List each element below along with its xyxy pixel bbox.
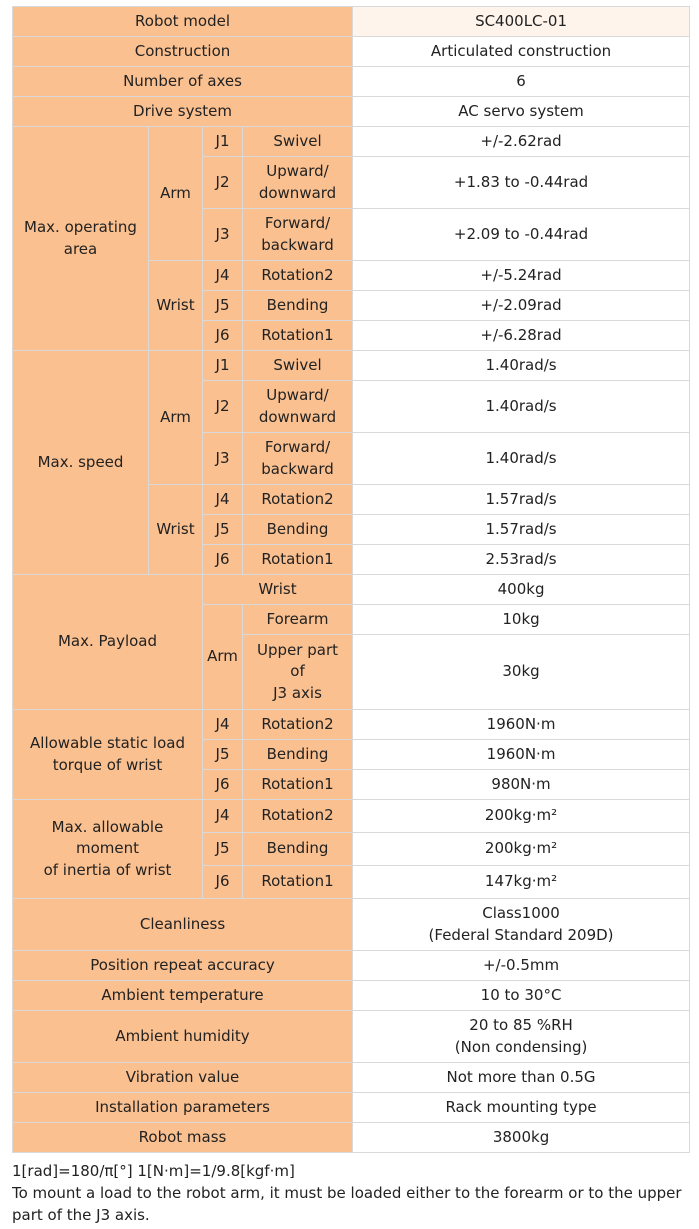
inertia-value: 147kg·m²: [353, 866, 690, 899]
speed-value: 2.53rad/s: [353, 545, 690, 575]
joint-name: Rotation1: [243, 321, 353, 351]
mass-value: 3800kg: [353, 1123, 690, 1153]
joint-name-line2: downward: [258, 183, 337, 202]
joint-name: Rotation1: [243, 545, 353, 575]
axis-label: J4: [203, 261, 243, 291]
row-inertia-j4: [13, 800, 690, 833]
joint-name: Rotation2: [243, 485, 353, 515]
op-value: +1.83 to -0.44rad: [353, 157, 690, 209]
joint-name-line2: backward: [261, 235, 334, 254]
humidity-value-1: 20 to 85 %RH: [469, 1016, 573, 1034]
axis-label: J6: [203, 866, 243, 899]
axis-label: J5: [203, 740, 243, 770]
payload-forearm-label: Forearm: [243, 605, 353, 635]
temperature-value: 10 to 30°C: [353, 981, 690, 1011]
payload-forearm-value: 10kg: [353, 605, 690, 635]
inertia-title-2: moment: [75, 839, 140, 858]
op-area-title: [13, 127, 149, 351]
inertia-title-3: of inertia of wrist: [43, 860, 172, 879]
upper-line3: J3 axis: [273, 683, 322, 702]
upper-line2: of: [290, 662, 305, 681]
axis-label: J6: [203, 545, 243, 575]
payload-wrist-label: Wrist: [203, 575, 353, 605]
row-ambient-humidity: [13, 1011, 690, 1063]
row-ambient-temperature: [13, 981, 690, 1011]
op-wrist-label: Wrist: [149, 261, 203, 351]
axis-label: J3: [203, 433, 243, 485]
cleanliness-value-2: (Federal Standard 209D): [428, 925, 614, 944]
speed-wrist-label: Wrist: [149, 485, 203, 575]
installation-value: Rack mounting type: [353, 1093, 690, 1123]
joint-name: Rotation1: [243, 866, 353, 899]
torque-value: 980N·m: [353, 770, 690, 800]
row-op-j1: [13, 127, 690, 157]
temperature-label: Ambient temperature: [13, 981, 353, 1011]
row-installation: [13, 1093, 690, 1123]
spec-table-container: [12, 6, 689, 1153]
axis-label: J3: [203, 209, 243, 261]
construction-label: Construction: [13, 37, 353, 67]
speed-title: Max. speed: [13, 351, 149, 575]
axis-label: J5: [203, 833, 243, 866]
cleanliness-label: Cleanliness: [13, 899, 353, 951]
op-value: +2.09 to -0.44rad: [353, 209, 690, 261]
repeat-value: +/-0.5mm: [353, 951, 690, 981]
inertia-value: 200kg·m²: [353, 800, 690, 833]
axis-label: J6: [203, 321, 243, 351]
row-speed-j1: [13, 351, 690, 381]
speed-value: 1.40rad/s: [353, 433, 690, 485]
joint-name-line2: downward: [258, 407, 337, 426]
humidity-value-2: (Non condensing): [454, 1037, 588, 1056]
repeat-label: Position repeat accuracy: [13, 951, 353, 981]
unit-conversion-note: 1[rad]=180/π[°] 1[N·m]=1/9.8[kgf·m]: [12, 1162, 295, 1180]
inertia-title: [13, 800, 203, 899]
op-value: +/-6.28rad: [353, 321, 690, 351]
drive-value: AC servo system: [353, 97, 690, 127]
joint-name-line2: backward: [261, 459, 334, 478]
speed-value: 1.57rad/s: [353, 485, 690, 515]
inertia-value: 200kg·m²: [353, 833, 690, 866]
payload-title: Max. Payload: [13, 575, 203, 710]
payload-arm-label: Arm: [203, 605, 243, 710]
cleanliness-value-1: Class1000: [482, 904, 560, 922]
mass-label: Robot mass: [13, 1123, 353, 1153]
op-arm-label: Arm: [149, 127, 203, 261]
vibration-label: Vibration value: [13, 1063, 353, 1093]
speed-value: 1.57rad/s: [353, 515, 690, 545]
humidity-label: Ambient humidity: [13, 1011, 353, 1063]
vibration-value: Not more than 0.5G: [353, 1063, 690, 1093]
axis-label: J4: [203, 485, 243, 515]
axes-value: 6: [353, 67, 690, 97]
op-value: +/-5.24rad: [353, 261, 690, 291]
row-vibration: [13, 1063, 690, 1093]
joint-name: Swivel: [243, 351, 353, 381]
installation-label: Installation parameters: [13, 1093, 353, 1123]
footnotes: [12, 1160, 689, 1226]
joint-name-line1: Upward/: [266, 386, 329, 404]
payload-wrist-value: 400kg: [353, 575, 690, 605]
row-drive-system: [13, 97, 690, 127]
joint-name: [243, 381, 353, 433]
torque-value: 1960N·m: [353, 740, 690, 770]
op-value: +/-2.09rad: [353, 291, 690, 321]
joint-name: Bending: [243, 291, 353, 321]
upper-line1: Upper part: [257, 640, 338, 659]
speed-value: 1.40rad/s: [353, 381, 690, 433]
torque-value: 1960N·m: [353, 710, 690, 740]
axis-label: J6: [203, 770, 243, 800]
payload-upper-value: 30kg: [353, 635, 690, 710]
joint-name: Bending: [243, 740, 353, 770]
op-value: +/-2.62rad: [353, 127, 690, 157]
row-number-of-axes: [13, 67, 690, 97]
axis-label: J4: [203, 710, 243, 740]
drive-label: Drive system: [13, 97, 353, 127]
construction-value: Articulated construction: [353, 37, 690, 67]
payload-upper-label: [243, 635, 353, 710]
row-payload-wrist: [13, 575, 690, 605]
joint-name: [243, 209, 353, 261]
torque-title: [13, 710, 203, 800]
axes-label: Number of axes: [13, 67, 353, 97]
row-robot-mass: [13, 1123, 690, 1153]
axis-label: J1: [203, 351, 243, 381]
joint-name: [243, 157, 353, 209]
row-torque-j4: [13, 710, 690, 740]
inertia-title-1: Max. allowable: [51, 817, 164, 836]
joint-name-line1: Forward/: [264, 438, 331, 456]
axis-label: J2: [203, 157, 243, 209]
axis-label: J5: [203, 515, 243, 545]
joint-name: Bending: [243, 833, 353, 866]
robot-model-value: SC400LC-01: [353, 7, 690, 37]
row-robot-model: [13, 7, 690, 37]
joint-name: [243, 433, 353, 485]
axis-label: J2: [203, 381, 243, 433]
row-repeat-accuracy: [13, 951, 690, 981]
speed-arm-label: Arm: [149, 351, 203, 485]
op-area-title-2: area: [63, 239, 98, 258]
cleanliness-value: [353, 899, 690, 951]
speed-value: 1.40rad/s: [353, 351, 690, 381]
joint-name-line1: Forward/: [264, 214, 331, 232]
joint-name: Rotation1: [243, 770, 353, 800]
row-construction: [13, 37, 690, 67]
joint-name: Bending: [243, 515, 353, 545]
row-cleanliness: [13, 899, 690, 951]
joint-name: Rotation2: [243, 261, 353, 291]
mounting-note: To mount a load to the robot arm, it must be loaded either to the forearm or to the upper part of the J3 axis.: [12, 1184, 682, 1224]
spec-table: [12, 6, 690, 1153]
joint-name: Rotation2: [243, 800, 353, 833]
joint-name: Rotation2: [243, 710, 353, 740]
axis-label: J5: [203, 291, 243, 321]
joint-name-line1: Upward/: [266, 162, 329, 180]
humidity-value: [353, 1011, 690, 1063]
torque-title-2: torque of wrist: [52, 755, 163, 774]
axis-label: J1: [203, 127, 243, 157]
op-area-title-1: Max. operating: [24, 218, 137, 236]
axis-label: J4: [203, 800, 243, 833]
robot-model-label: Robot model: [13, 7, 353, 37]
joint-name: Swivel: [243, 127, 353, 157]
torque-title-1: Allowable static load: [30, 734, 185, 752]
